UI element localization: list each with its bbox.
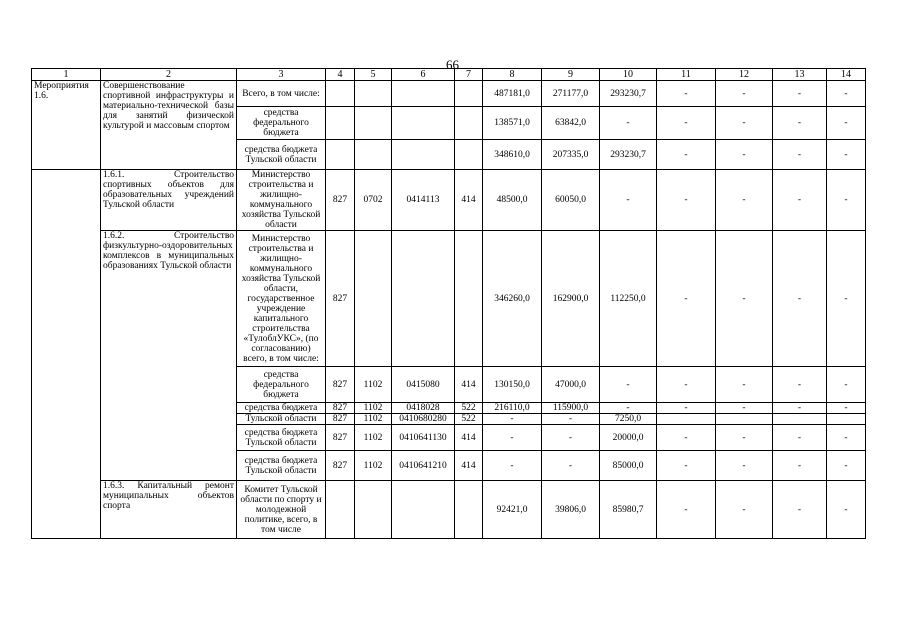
value-cell: 130150,0 bbox=[483, 367, 542, 403]
code-cell: 0418028 bbox=[392, 403, 455, 414]
code-cell: 1102 bbox=[355, 414, 392, 425]
column-header: 1 bbox=[32, 69, 101, 81]
value-cell: 85000,0 bbox=[600, 451, 657, 481]
table-row bbox=[32, 481, 866, 539]
funding-source: средства бюджета bbox=[237, 403, 326, 414]
value-cell: - bbox=[657, 451, 716, 481]
table-row bbox=[32, 170, 866, 231]
value-cell: 138571,0 bbox=[483, 107, 542, 140]
value-cell: - bbox=[716, 425, 773, 451]
funding-source: средства федерального бюджета bbox=[237, 367, 326, 403]
code-cell: 0415080 bbox=[392, 367, 455, 403]
code-cell: 827 bbox=[326, 451, 355, 481]
code-cell: 0410680280 bbox=[392, 414, 455, 425]
value-cell: - bbox=[827, 107, 866, 140]
value-cell: - bbox=[716, 231, 773, 367]
code-cell: 827 bbox=[326, 414, 355, 425]
value-cell: 348610,0 bbox=[483, 140, 542, 170]
funding-source: Всего, в том числе: bbox=[237, 81, 326, 107]
value-cell: 346260,0 bbox=[483, 231, 542, 367]
value-cell: - bbox=[827, 425, 866, 451]
value-cell: 60050,0 bbox=[542, 170, 600, 231]
column-header: 11 bbox=[657, 69, 716, 81]
code-cell: 1102 bbox=[355, 367, 392, 403]
value-cell: - bbox=[657, 107, 716, 140]
value-cell: 48500,0 bbox=[483, 170, 542, 231]
value-cell: 63842,0 bbox=[542, 107, 600, 140]
value-cell: 162900,0 bbox=[542, 231, 600, 367]
column-header: 13 bbox=[773, 69, 827, 81]
page-number: 66 bbox=[446, 57, 459, 72]
value-cell: - bbox=[483, 414, 542, 425]
item-name: 1.6.2. Строительство физкультурно-оздоровительных комплексов в муниципальных образованиях Тульской области bbox=[101, 231, 237, 481]
funding-source: средства бюджета Тульской области bbox=[237, 140, 326, 170]
code-cell: 827 bbox=[326, 367, 355, 403]
value-cell: - bbox=[716, 403, 773, 414]
value-cell: 293230,7 bbox=[600, 81, 657, 107]
value-cell: - bbox=[657, 367, 716, 403]
measure-code: Мероприятия 1.6. bbox=[32, 81, 101, 170]
value-cell: - bbox=[773, 367, 827, 403]
value-cell: - bbox=[716, 170, 773, 231]
code-cell: 0410641130 bbox=[392, 425, 455, 451]
funding-source: средства бюджета Тульской области bbox=[237, 451, 326, 481]
column-header: 5 bbox=[355, 69, 392, 81]
code-cell: 414 bbox=[455, 367, 483, 403]
value-cell: - bbox=[773, 107, 827, 140]
code-cell: 0702 bbox=[355, 170, 392, 231]
code-cell: 827 bbox=[326, 170, 355, 231]
value-cell: - bbox=[827, 481, 866, 539]
value-cell: - bbox=[827, 451, 866, 481]
value-cell: 115900,0 bbox=[542, 403, 600, 414]
code-cell: 522 bbox=[455, 414, 483, 425]
value-cell: - bbox=[827, 367, 866, 403]
value-cell: - bbox=[716, 81, 773, 107]
value-cell: - bbox=[827, 81, 866, 107]
value-cell: 85980,7 bbox=[600, 481, 657, 539]
value-cell: - bbox=[657, 81, 716, 107]
funding-source: Министерство строительства и жилищно-коммунального хозяйства Тульской области, государственное учреждение капитального строительства «ТулоблУКС», (по согласованию) всего, в том числе: bbox=[237, 231, 326, 367]
value-cell: - bbox=[716, 367, 773, 403]
value-cell bbox=[657, 414, 716, 425]
value-cell: - bbox=[716, 451, 773, 481]
value-cell: - bbox=[773, 140, 827, 170]
funding-source: Министерство строительства и жилищно-коммунального хозяйства Тульской области bbox=[237, 170, 326, 231]
value-cell: - bbox=[773, 403, 827, 414]
code-cell: 1102 bbox=[355, 403, 392, 414]
value-cell: 271177,0 bbox=[542, 81, 600, 107]
value-cell: 293230,7 bbox=[600, 140, 657, 170]
column-header: 14 bbox=[827, 69, 866, 81]
value-cell: - bbox=[773, 170, 827, 231]
value-cell: - bbox=[657, 231, 716, 367]
value-cell: - bbox=[657, 481, 716, 539]
value-cell: 7250,0 bbox=[600, 414, 657, 425]
column-header: 6 bbox=[392, 69, 455, 81]
item-name: 1.6.3. Капитальный ремонт муниципальных объектов спорта bbox=[101, 481, 237, 539]
code-cell: 827 bbox=[326, 403, 355, 414]
value-cell: - bbox=[600, 403, 657, 414]
table-row bbox=[32, 81, 866, 107]
value-cell: 92421,0 bbox=[483, 481, 542, 539]
value-cell: - bbox=[773, 451, 827, 481]
value-cell: - bbox=[716, 107, 773, 140]
value-cell: 487181,0 bbox=[483, 81, 542, 107]
value-cell bbox=[827, 414, 866, 425]
value-cell: - bbox=[542, 451, 600, 481]
funding-source: Комитет Тульской области по спорту и молодежной политике, всего, в том числе bbox=[237, 481, 326, 539]
column-header: 9 bbox=[542, 69, 600, 81]
value-cell: - bbox=[657, 170, 716, 231]
value-cell: 207335,0 bbox=[542, 140, 600, 170]
value-cell: - bbox=[716, 481, 773, 539]
value-cell: 216110,0 bbox=[483, 403, 542, 414]
code-cell: 1102 bbox=[355, 425, 392, 451]
value-cell: 112250,0 bbox=[600, 231, 657, 367]
empty-cell bbox=[32, 170, 101, 539]
column-header: 8 bbox=[483, 69, 542, 81]
header-row bbox=[32, 69, 866, 81]
table-row bbox=[32, 231, 866, 367]
value-cell: - bbox=[483, 451, 542, 481]
column-header: 4 bbox=[326, 69, 355, 81]
value-cell: - bbox=[657, 140, 716, 170]
funding-source: Тульской области bbox=[237, 414, 326, 425]
code-cell: 1102 bbox=[355, 451, 392, 481]
value-cell: - bbox=[773, 425, 827, 451]
value-cell: - bbox=[827, 403, 866, 414]
value-cell: - bbox=[716, 140, 773, 170]
code-cell: 414 bbox=[455, 170, 483, 231]
column-header: 7 bbox=[455, 69, 483, 81]
value-cell: - bbox=[773, 481, 827, 539]
value-cell: 20000,0 bbox=[600, 425, 657, 451]
value-cell: - bbox=[773, 81, 827, 107]
column-header: 3 bbox=[237, 69, 326, 81]
code-cell: 827 bbox=[326, 425, 355, 451]
code-cell: 827 bbox=[326, 231, 355, 367]
code-cell: 414 bbox=[455, 451, 483, 481]
value-cell: - bbox=[600, 107, 657, 140]
value-cell bbox=[716, 414, 773, 425]
value-cell: - bbox=[483, 425, 542, 451]
value-cell: 47000,0 bbox=[542, 367, 600, 403]
item-name: 1.6.1. Строительство спортивных объектов для образовательных учреждений Тульской области bbox=[101, 170, 237, 231]
value-cell: - bbox=[657, 425, 716, 451]
code-cell: 414 bbox=[455, 425, 483, 451]
column-header: 10 bbox=[600, 69, 657, 81]
column-header: 2 bbox=[101, 69, 237, 81]
code-cell: 522 bbox=[455, 403, 483, 414]
code-cell: 0414113 bbox=[392, 170, 455, 231]
code-cell: 0410641210 bbox=[392, 451, 455, 481]
value-cell: - bbox=[542, 414, 600, 425]
value-cell: - bbox=[827, 140, 866, 170]
value-cell: - bbox=[773, 231, 827, 367]
value-cell: - bbox=[657, 403, 716, 414]
value-cell: - bbox=[600, 170, 657, 231]
funding-source: средства бюджета Тульской области bbox=[237, 425, 326, 451]
column-header: 12 bbox=[716, 69, 773, 81]
value-cell: - bbox=[827, 170, 866, 231]
measure-name: Совершенствование спортивной инфраструктуры и материально-технической базы для занятий физической культурой и массовым спортом bbox=[101, 81, 237, 170]
value-cell: - bbox=[542, 425, 600, 451]
funding-source: средства федерального бюджета bbox=[237, 107, 326, 140]
value-cell: - bbox=[827, 231, 866, 367]
value-cell: 39806,0 bbox=[542, 481, 600, 539]
value-cell bbox=[773, 414, 827, 425]
value-cell: - bbox=[600, 367, 657, 403]
budget-table bbox=[31, 68, 866, 539]
